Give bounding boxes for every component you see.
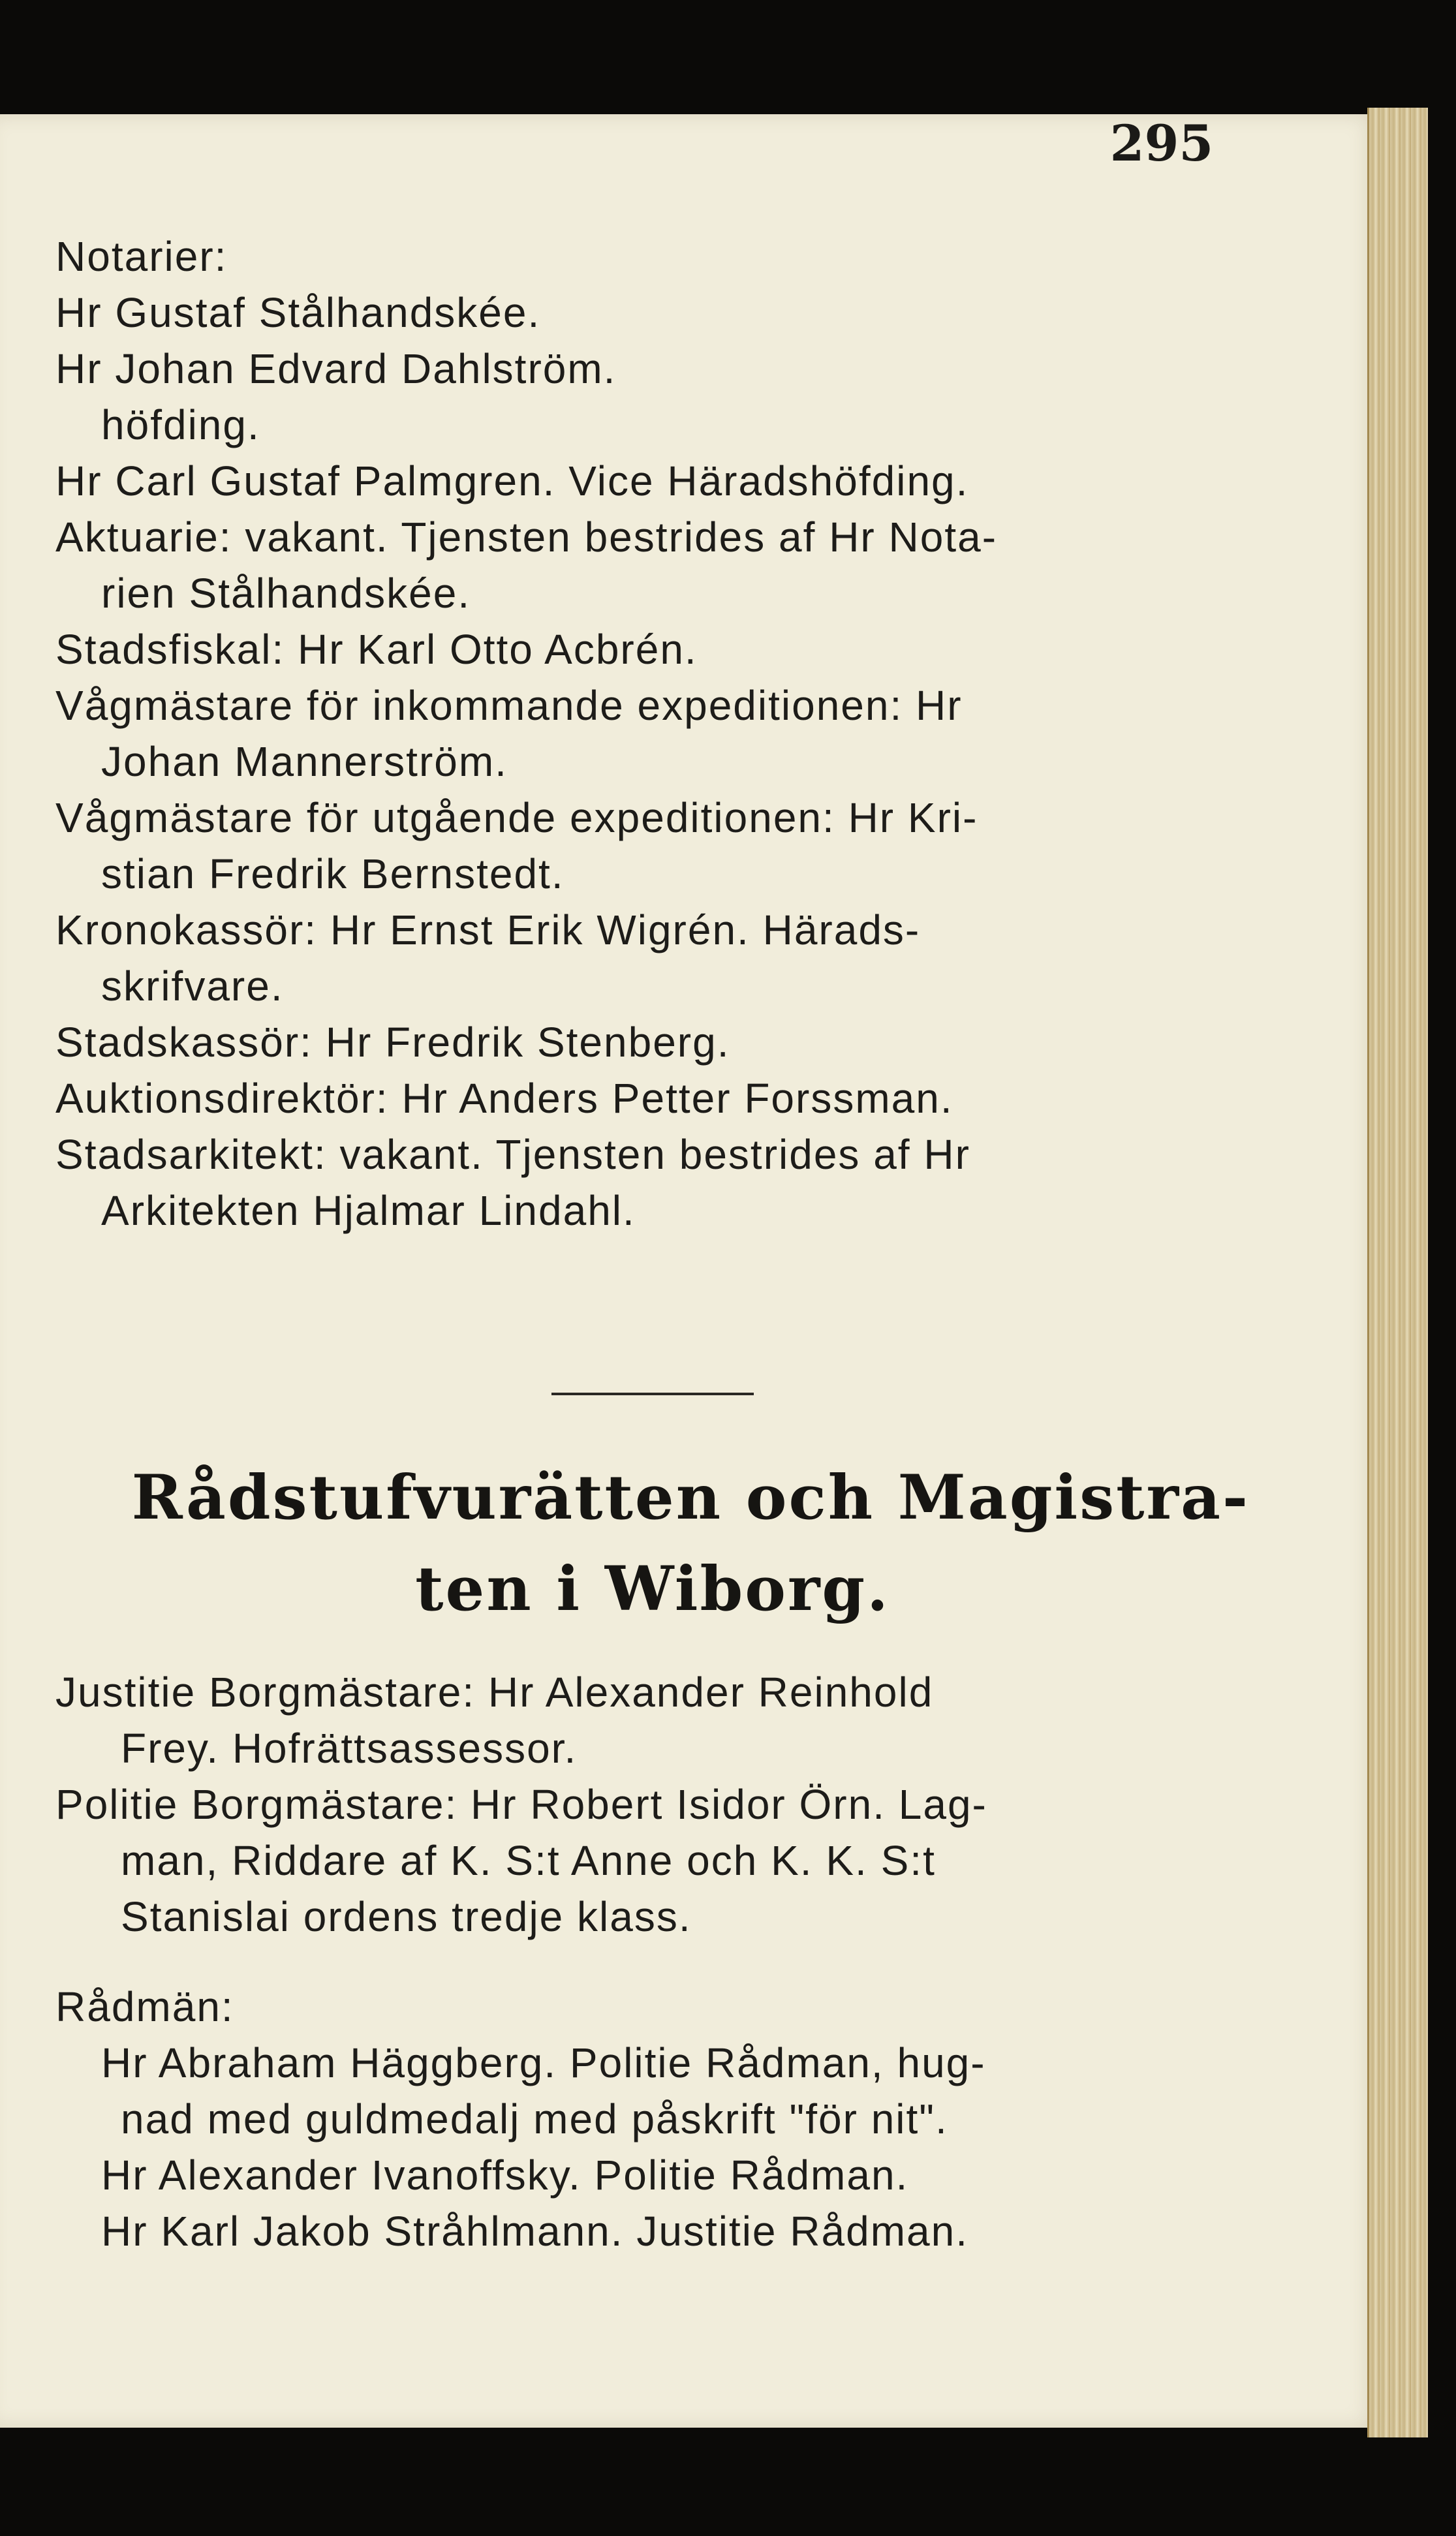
text-line: Stadskassör: Hr Fredrik Stenberg. [55,1019,730,1066]
text-line: Arkitekten Hjalmar Lindahl. [101,1187,636,1234]
text-line: Justitie Borgmästare: Hr Alexander Reinhold [55,1669,934,1716]
text-line: Hr Carl Gustaf Palmgren. Vice Häradshöfding. [55,457,969,504]
page-edge [1367,108,1428,2437]
text-line: nad med guldmedalj med påskrift "för nit". [121,2095,948,2142]
page-number: 295 [1109,114,1214,172]
text-line: Politie Borgmästare: Hr Robert Isidor Örn. Lag- [55,1781,987,1828]
text-line: Aktuarie: vakant. Tjensten bestrides af Hr Nota- [55,514,997,561]
text-line: skrifvare. [101,963,284,1010]
text-line: Rådmän: [55,1983,234,2030]
text-line: Stadsarkitekt: vakant. Tjensten bestrides af Hr [55,1131,970,1178]
spacer [55,1943,1250,1977]
text-line: rien Stålhandskée. [101,570,471,617]
text-line: Vågmästare för inkommande expeditionen: Hr [55,682,963,729]
text-line: Hr Gustaf Stålhandskée. [55,289,541,336]
text-line: Hr Karl Jakob Stråhlmann. Justitie Rådman. [101,2208,968,2255]
text-line: stian Fredrik Bernstedt. [101,850,565,897]
court-members-list [55,1663,1250,2258]
text-line: man, Riddare af K. S:t Anne och K. K. S:t [121,1837,936,1884]
text-line: Hr Alexander Ivanoffsky. Politie Rådman. [101,2152,909,2199]
text-line: Stanislai ordens tredje klass. [121,1893,692,1940]
officials-list [55,228,1250,1239]
text-line: Auktionsdirektör: Hr Anders Petter Forssman. [55,1075,953,1122]
text-line: Johan Mannerström. [101,738,508,785]
text-line: Kronokassör: Hr Ernst Erik Wigrén. Härads- [55,906,921,953]
text-line: Frey. Hofrättsassessor. [121,1725,578,1772]
text-line: Notarier: [55,233,228,280]
text-line: Hr Johan Edvard Dahlström. [55,345,617,392]
text-line: Stadsfiskal: Hr Karl Otto Acbrén. [55,626,698,673]
section-heading [55,1452,1250,1635]
heading-line: Rådstufvurätten och Magistra- [131,1462,1250,1534]
heading-line: ten i Wiborg. [415,1553,890,1625]
text-line: Hr Abraham Häggberg. Politie Rådman, hug- [101,2039,986,2086]
corner-shadow [46,2464,91,2529]
section-divider [551,1393,754,1395]
text-line: Vågmästare för utgående expeditionen: Hr Kri- [55,794,978,841]
text-line: höfding. [101,401,260,448]
